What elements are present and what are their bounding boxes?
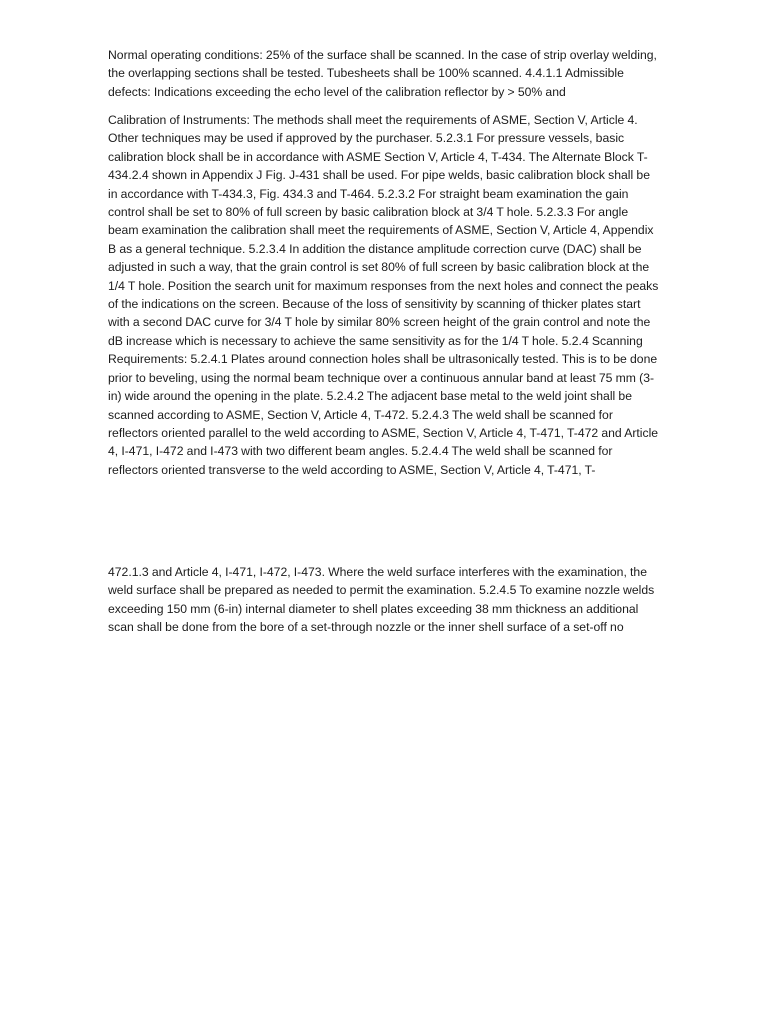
paragraph-calibration-of-instruments: Calibration of Instruments: The methods shall meet the requirements of ASME, Section V, Article 4. Other techniques may be used if approved by the purchaser. 5.2.3.1 For pressure vessels, basic calibration block shall be in accordance with ASME Section V, Article 4, T-434. The Alternate Block T-434.2.4 shown in Appendix J Fig. J-431 shall be used. For pipe welds, basic calibration block shall be in accordance with T-434.3, Fig. 434.3 and T-464. 5.2.3.2 For straight beam examination the gain control shall be set to 80% of full screen by basic calibration block at 3/4 T hole. 5.2.3.3 For angle beam examination the calibration shall meet the requirements of ASME, Section V, Article 4, Appendix B as a general technique. 5.2.3.4 In addition the distance amplitude correction curve (DAC) shall be adjusted in such a way, that the grain control is set 80% of full screen by basic calibration block at the 1/4 T hole. Position the search unit for maximum responses from the next holes and connect the peaks of the indications on the screen. Because of the loss of sensitivity by scanning of thicker plates start with a second DAC curve for 3/4 T hole by similar 80% screen height of the grain control and note the dB increase which is necessary to achieve the same sensitivity as for the 1/4 T hole. 5.2.4 Scanning Requirements: 5.2.4.1 Plates around connection holes shall be ultrasonically tested. This is to be done prior to beveling, using the normal beam technique over a continuous annular band at least 75 mm (3-in) wide around the opening in the plate. 5.2.4.2 The adjacent base metal to the weld joint shall be scanned according to ASME, Section V, Article 4, T-472. 5.2.4.3 The weld shall be scanned for reflectors oriented parallel to the weld according to ASME, Section V, Article 4, T-471, T-472 and Article 4, I-471, I-472 and I-473 with two different beam angles. 5.2.4.4 The weld shall be scanned for reflectors oriented transverse to the weld according to ASME, Section V, Article 4, T-471, T-	[108, 113, 659, 477]
paragraph-operating-conditions: Normal operating conditions: 25% of the surface shall be scanned. In the case of strip overlay welding, the overlapping sections shall be tested. Tubesheets shall be 100% scanned. 4.4.1.1 Admissible defects: Indications exceeding the echo level of the calibration reflector by > 50% and	[108, 48, 657, 99]
paragraph-nozzle-weld-examination: 472.1.3 and Article 4, I-471, I-472, I-473. Where the weld surface interferes with the examination, the weld surface shall be prepared as needed to permit the examination. 5.2.4.5 To examine nozzle welds exceeding 150 mm (6-in) internal diameter to shell plates exceeding 38 mm thickness an additional scan shall be done from the bore of a set-through nozzle or the inner shell surface of a set-off no	[108, 565, 655, 635]
